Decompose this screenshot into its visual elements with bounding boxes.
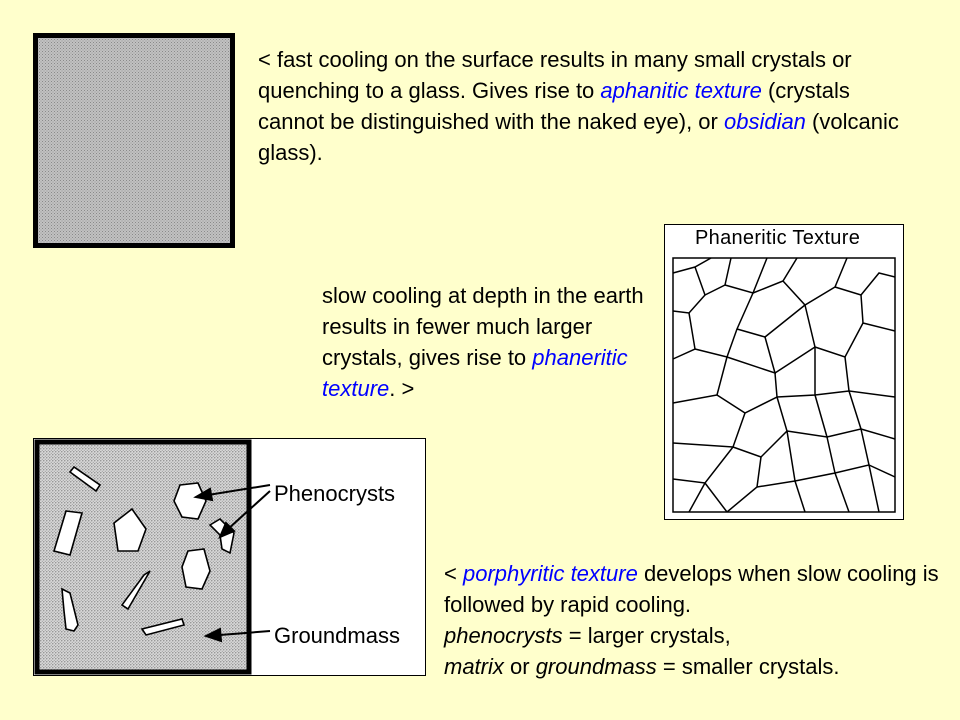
fast-cooling-paragraph (258, 44, 918, 168)
groundmass-label: Groundmass (274, 623, 400, 648)
phenocrysts-label: Phenocrysts (274, 481, 396, 506)
phaneritic-crystal-network (665, 225, 903, 519)
term-obsidian: obsidian (723, 109, 806, 134)
slow-cooling-paragraph (322, 280, 662, 404)
slow-cooling-tail: . > (389, 376, 415, 401)
phaneritic-texture-figure (664, 224, 904, 520)
term-porphyritic-texture: porphyritic texture (462, 561, 638, 586)
term-phaneritic-texture: phaneritic texture (322, 345, 628, 401)
fast-cooling-lead: < fast cooling on the surface results in many small crystals or quenching to a glass. Gives rise to (258, 47, 852, 103)
term-matrix: matrix (444, 654, 504, 679)
aphanitic-texture-illustration (33, 33, 235, 248)
porphyritic-texture-figure (33, 438, 426, 676)
porphyritic-paragraph (444, 558, 944, 682)
phaneritic-figure-title: Phaneritic Texture (695, 227, 861, 249)
term-phenocrysts: phenocrysts (444, 623, 563, 648)
term-aphanitic-texture: aphanitic texture (600, 78, 762, 103)
term-groundmass: groundmass (535, 654, 657, 679)
phenocrysts-definition: = larger crystals, (562, 623, 731, 648)
fast-cooling-tail: (volcanic glass). (258, 109, 899, 165)
or-text: or (503, 654, 536, 679)
slow-cooling-lead: slow cooling at depth in the earth results in fewer much larger crystals, gives rise to (322, 283, 644, 370)
groundmass-definition: = smaller crystals. (656, 654, 840, 679)
fast-cooling-mid: (crystals cannot be distinguished with the naked eye), or (258, 78, 850, 134)
porphyritic-line1-tail: develops when slow cooling is followed by rapid cooling. (444, 561, 939, 617)
porphyritic-lead: < (444, 561, 463, 586)
